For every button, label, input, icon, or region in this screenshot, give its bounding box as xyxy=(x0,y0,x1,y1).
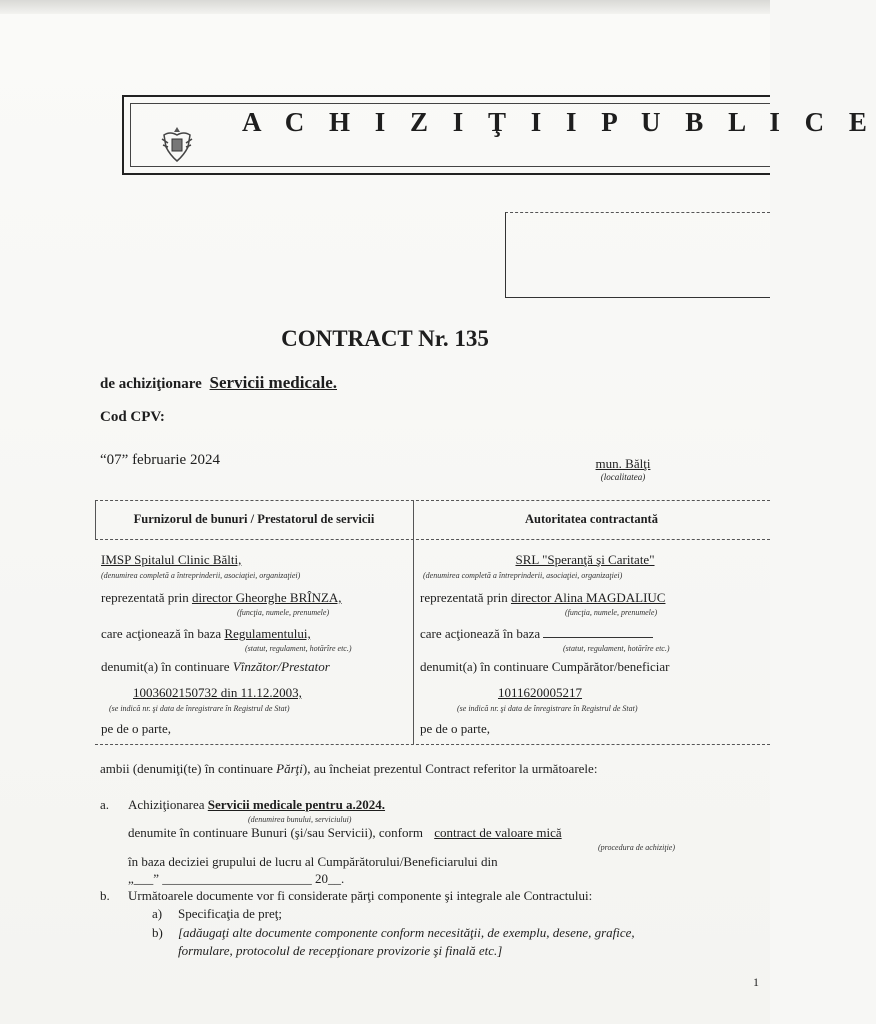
supplier-registration: 1003602150732 din 11.12.2003, xyxy=(133,685,302,700)
registration-box xyxy=(505,212,770,298)
item-b-b-text2: formulare, protocolul de recepţionare provizorie şi finală etc.] xyxy=(178,943,503,958)
item-a-line3: în baza deciziei grupului de lucru al Cumpărătorului/Beneficiarului din xyxy=(128,854,498,869)
supplier-basis xyxy=(101,626,311,642)
supplier-rep xyxy=(101,590,342,606)
supplier-rep-label: reprezentată prin xyxy=(101,590,189,605)
item-a-line2 xyxy=(128,825,562,841)
supplier-rep-value: director Gheorghe BRÎNZA, xyxy=(191,590,342,605)
supplier-header: Furnizorul de bunuri / Prestatorul de servicii xyxy=(133,512,375,526)
header-banner xyxy=(122,95,876,175)
authority-rep-label: reprezentată prin xyxy=(420,590,508,605)
supplier-basis-hint: (statut, regulament, hotărîre etc.) xyxy=(245,644,352,653)
item-a-value: Servicii medicale pentru a.2024. xyxy=(207,797,386,812)
authority-registration: 1011620005217 xyxy=(497,685,583,700)
intro-parti: Părţi xyxy=(276,761,303,776)
intro-start: ambii (denumiţi(te) în continuare xyxy=(100,761,277,776)
place-hint: (localitatea) xyxy=(600,472,646,482)
subject-label: de achiziţionare xyxy=(100,376,202,392)
supplier-name-hint: (denumirea completă a întreprinderii, asociaţiei, organizaţiei) xyxy=(101,571,301,580)
authority-basis xyxy=(420,626,653,642)
authority-basis-blank xyxy=(543,627,653,638)
header-separator xyxy=(95,539,770,540)
authority-alias xyxy=(420,659,669,675)
supplier-basis-label: care acţionează în baza xyxy=(101,626,222,641)
supplier-alias xyxy=(101,659,330,675)
item-b-b-text: [adăugaţi alte documente componente conform necesităţii, de exemplu, desene, grafice, xyxy=(178,925,635,940)
item-a-procedure: contract de valoare mică xyxy=(434,825,562,840)
authority-name: SRL "Speranţă şi Caritate" xyxy=(515,552,655,567)
supplier-rep-hint: (funcţia, numele, prenumele) xyxy=(237,608,330,617)
authority-name-hint: (denumirea completă a întreprinderii, asociaţiei, organizaţiei) xyxy=(423,571,623,580)
authority-registration-hint: (se indică nr. şi data de înregistrare în Registrul de Stat) xyxy=(457,704,638,713)
item-a-line1 xyxy=(128,797,385,813)
item-a-procedure-hint: (procedura de achiziţie) xyxy=(598,843,676,852)
contract-place: mun. Bălţi xyxy=(595,456,651,471)
item-a-marker: a. xyxy=(100,797,110,812)
supplier-alias-label: denumit(a) în continuare xyxy=(101,659,230,674)
item-a-label: Achiziţionarea xyxy=(128,797,205,812)
item-a-line4: „___” _______________________ 20__. xyxy=(128,871,345,886)
item-b-a-text: Specificaţia de preţ; xyxy=(178,906,282,921)
authority-alias-label: denumit(a) în continuare xyxy=(420,659,549,674)
item-b-text: Următoarele documente vor fi considerate părţi componente şi integrale ale Contractului: xyxy=(128,888,593,903)
supplier-alias-value: Vînzător/Prestator xyxy=(232,659,330,674)
authority-header: Autoritatea contractantă xyxy=(525,512,658,526)
intro-end: ), au încheiat prezentul Contract referitor la următoarele: xyxy=(302,761,598,776)
contract-title: CONTRACT Nr. 135 xyxy=(281,326,489,351)
contract-subject xyxy=(100,373,337,393)
item-a-hint: (denumirea bunului, serviciului) xyxy=(248,815,352,824)
item-b-a-marker: a) xyxy=(152,906,163,921)
authority-basis-hint: (statut, regulament, hotărîre etc.) xyxy=(563,644,670,653)
item-b-marker: b. xyxy=(100,888,110,903)
supplier-registration-hint: (se indică nr. şi data de înregistrare în Registrul de Stat) xyxy=(109,704,290,713)
scan-shadow xyxy=(0,0,770,14)
authority-rep-hint: (funcţia, numele, prenumele) xyxy=(565,608,658,617)
item-b-b-marker: b) xyxy=(152,925,163,940)
intro-paragraph xyxy=(100,761,597,777)
authority-basis-label: care acţionează în baza xyxy=(420,626,541,641)
authority-rep xyxy=(420,590,665,606)
parties-table xyxy=(95,500,770,745)
coat-of-arms-icon xyxy=(160,125,194,163)
subject-value: Servicii medicale. xyxy=(209,373,338,392)
supplier-side: pe de o parte, xyxy=(101,721,172,736)
authority-rep-value: director Alina MAGDALIUC xyxy=(510,590,666,605)
contract-date: “07” februarie 2024 xyxy=(100,452,220,468)
cpv-label: Cod CPV: xyxy=(100,409,165,425)
banner-title: A C H I Z I Ţ I I P U B L I C E xyxy=(242,107,876,137)
page-number: 1 xyxy=(753,975,759,989)
supplier-name: IMSP Spitalul Clinic Bălti, xyxy=(101,552,242,567)
item-a-line2-start: denumite în continuare Bunuri (şi/sau Servicii), conform xyxy=(128,825,423,840)
supplier-basis-value: Regulamentului, xyxy=(224,626,311,641)
authority-side: pe de o parte, xyxy=(420,721,491,736)
authority-alias-value: Cumpărător/beneficiar xyxy=(551,659,670,674)
column-divider xyxy=(413,501,414,744)
